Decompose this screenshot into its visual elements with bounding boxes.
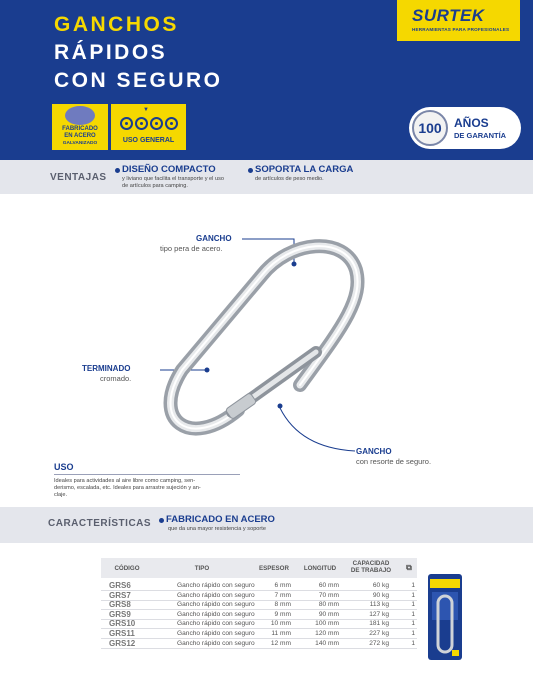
cell-capacidad: 181 kg: [369, 620, 389, 628]
cell-codigo: GRS9: [109, 609, 131, 619]
box-icon: ⧉: [406, 563, 412, 572]
title-line-3: CON SEGURO: [54, 69, 223, 92]
cell-longitud: 140 mm: [315, 639, 339, 647]
table-row: [101, 591, 417, 601]
bullet-dot: [159, 518, 164, 523]
cell-capacidad: 227 kg: [369, 630, 389, 637]
cell-codigo: GRS8: [109, 600, 131, 610]
uso-text-line-2: derismo, escalada, etc. Ideales para arrastre sujeción y an-: [54, 485, 201, 492]
uso-divider: [54, 474, 240, 475]
cell-codigo: GRS11: [109, 629, 135, 638]
cell-longitud: 70 mm: [318, 591, 339, 599]
cell-capacidad: 272 kg: [369, 639, 389, 647]
down-arrow-icon: ▼: [143, 107, 149, 113]
cell-longitud: 80 mm: [318, 601, 339, 609]
cell-longitud: 60 mm: [318, 582, 339, 589]
cell-tipo: Gancho rápido con seguro: [177, 630, 255, 637]
table-row: [101, 619, 417, 629]
callout-line-bottom: [280, 408, 355, 451]
feature-title: FABRICADO EN ACERO: [166, 514, 275, 525]
cell-capacidad: 60 kg: [372, 582, 389, 589]
cell-qty: 1: [411, 610, 415, 618]
cell-longitud: 100 mm: [315, 620, 339, 628]
ventajas-label: VENTAJAS: [50, 172, 107, 183]
general-use-label: USO GENERAL: [122, 137, 175, 144]
carabiner-image: [171, 246, 358, 428]
callout-gancho-tipo-desc: tipo pera de acero.: [160, 244, 223, 253]
uso-text: [54, 478, 244, 500]
table-row: [101, 639, 417, 649]
cell-capacidad: 113 kg: [369, 601, 389, 609]
table-row: [101, 610, 417, 620]
title-line-1: GANCHOS: [54, 13, 179, 36]
cell-tipo: Gancho rápido con seguro: [177, 601, 255, 609]
table-header: [101, 558, 417, 578]
cell-qty: 1: [411, 601, 415, 609]
warranty-label: DE GARANTÍA: [454, 131, 507, 140]
cell-codigo: GRS12: [109, 638, 136, 648]
cell-codigo: GRS6: [109, 581, 131, 590]
table-row: [101, 581, 417, 591]
caracteristicas-label: CARACTERÍSTICAS: [48, 518, 152, 529]
cell-codigo: GRS7: [109, 590, 131, 600]
package-illustration: [428, 574, 462, 660]
warranty-years: AÑOS: [454, 116, 489, 130]
material-badge-line-2: EN ACERO: [64, 133, 96, 139]
cell-tipo: Gancho rápido con seguro: [177, 639, 255, 647]
callout-dot-bottom: [278, 404, 283, 409]
cell-longitud: 120 mm: [315, 630, 339, 637]
uso-title: USO: [54, 462, 74, 472]
header-codigo: CÓDIGO: [114, 565, 140, 572]
material-badge-line-1: FABRICADO: [62, 126, 98, 132]
row-divider: [101, 648, 417, 649]
cell-qty: 1: [411, 630, 415, 637]
material-badge-line-3: GALVANIZADO: [62, 141, 98, 146]
cell-qty: 1: [411, 591, 415, 599]
cell-espesor: 9 mm: [274, 610, 291, 618]
header-capacidad: [345, 560, 397, 574]
cell-tipo: Gancho rápido con seguro: [177, 582, 255, 589]
cell-longitud: 90 mm: [318, 610, 339, 618]
cell-espesor: 6 mm: [274, 582, 291, 589]
cell-tipo: Gancho rápido con seguro: [177, 610, 255, 618]
header-tipo: TIPO: [194, 565, 210, 572]
callout-terminado-desc: cromado.: [100, 374, 132, 383]
header-longitud: LONGITUD: [303, 565, 337, 572]
advantage-2-desc-line-1: de artículos de peso medio.: [255, 176, 324, 182]
callout-gancho-resorte-desc: con resorte de seguro.: [356, 457, 432, 466]
cell-espesor: 12 mm: [270, 639, 291, 647]
header-capacidad-line-1: CAPACIDAD: [352, 560, 390, 567]
callout-dot-left: [205, 368, 210, 373]
feature-desc: que da una mayor resistencia y soporte: [168, 526, 266, 532]
title-line-2: RÁPIDOS: [54, 41, 168, 64]
cell-codigo: GRS10: [109, 619, 136, 629]
warranty-number: 100: [412, 110, 448, 146]
callout-gancho-tipo-title: GANCHO: [196, 234, 232, 243]
cell-qty: 1: [411, 620, 415, 628]
cell-capacidad: 90 kg: [372, 591, 389, 599]
cell-espesor: 11 mm: [271, 630, 291, 637]
table-row: [101, 629, 417, 639]
cell-qty: 1: [411, 582, 415, 589]
advantage-1-title: DISEÑO COMPACTO: [122, 164, 216, 175]
table-row: [101, 600, 417, 610]
cell-tipo: Gancho rápido con seguro: [177, 620, 255, 628]
cell-espesor: 7 mm: [274, 591, 291, 599]
cell-espesor: 10 mm: [270, 620, 291, 628]
advantage-1-desc-line-1: y liviano que facilita el transporte y el uso: [122, 176, 224, 182]
cell-qty: 1: [411, 639, 415, 647]
callout-terminado-title: TERMINADO: [82, 364, 131, 373]
uso-text-line-3: claje.: [54, 492, 68, 499]
cell-capacidad: 127 kg: [369, 610, 389, 618]
advantage-1-desc-line-2: de artículos para camping.: [122, 183, 188, 189]
brand-name: SURTEK: [412, 6, 485, 25]
header-espesor: ESPESOR: [259, 565, 289, 572]
uso-text-line-1: Ideales para actividades al aire libre como camping, sen-: [54, 478, 196, 484]
cell-espesor: 8 mm: [274, 601, 291, 609]
product-package-image: [428, 574, 462, 660]
brand-tagline: HERRAMIENTAS PARA PROFESIONALES: [412, 27, 510, 32]
header-capacidad-line-2: DE TRABAJO: [350, 567, 392, 574]
cell-tipo: Gancho rápido con seguro: [177, 591, 255, 599]
advantage-2-title: SOPORTA LA CARGA: [255, 164, 354, 175]
callout-gancho-resorte-title: GANCHO: [356, 447, 392, 456]
callout-dot-top: [292, 262, 297, 267]
